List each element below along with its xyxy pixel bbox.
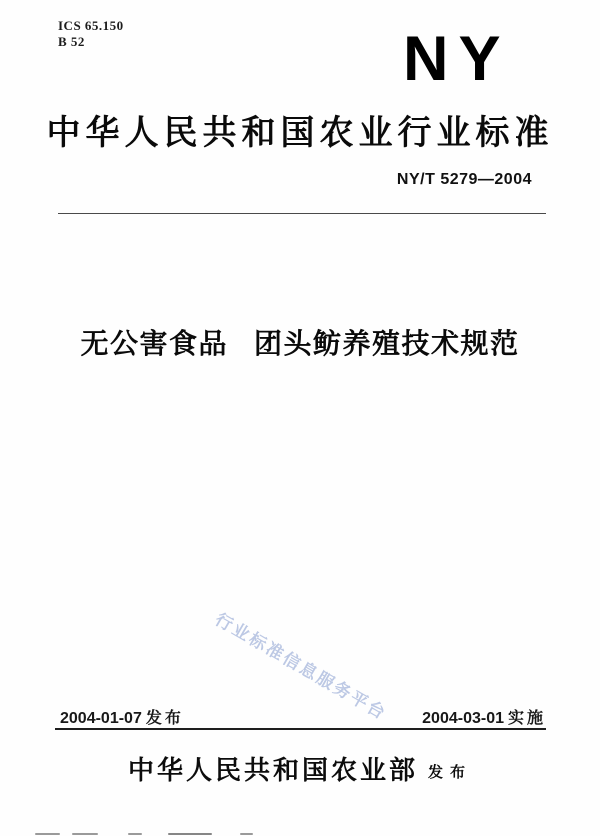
document-title [0,322,600,362]
scan-artifact-dash [168,833,212,835]
issue-label: 发布 [145,710,184,727]
scan-artifact-marks [0,832,600,836]
scan-artifact-dash [35,833,60,835]
watermark-text: 行业标准信息服务平台 [211,609,391,724]
ics-code: ICS 65.150 [58,18,124,33]
document-title-part2: 团头鲂养殖技术规范 [254,328,520,359]
publisher-name: 中华人民共和国农业部 [127,756,418,785]
ccs-code: B 52 [58,33,85,49]
standard-header-title: 中华人民共和国农业行业标准 [46,114,554,152]
publisher-issue-label: 发布 [428,764,473,781]
publisher-row [0,750,600,787]
ics-classification [58,18,124,49]
issue-date-block [60,705,184,728]
implementation-date: 2004-03-01 [422,710,504,727]
implementation-label: 实施 [507,710,546,727]
document-title-part1: 无公害食品 [80,328,228,359]
date-row [60,705,546,728]
scan-artifact-dash [128,833,142,835]
standard-number: NY/T 5279—2004 [396,171,532,188]
issue-date: 2004-01-07 [60,710,142,727]
standard-logo-ny: NY [403,24,511,94]
top-divider-line [58,213,546,214]
scan-artifact-dash [72,833,98,835]
implementation-date-block [422,705,546,728]
scan-artifact-dash [240,833,253,835]
bottom-divider-line [55,728,546,730]
